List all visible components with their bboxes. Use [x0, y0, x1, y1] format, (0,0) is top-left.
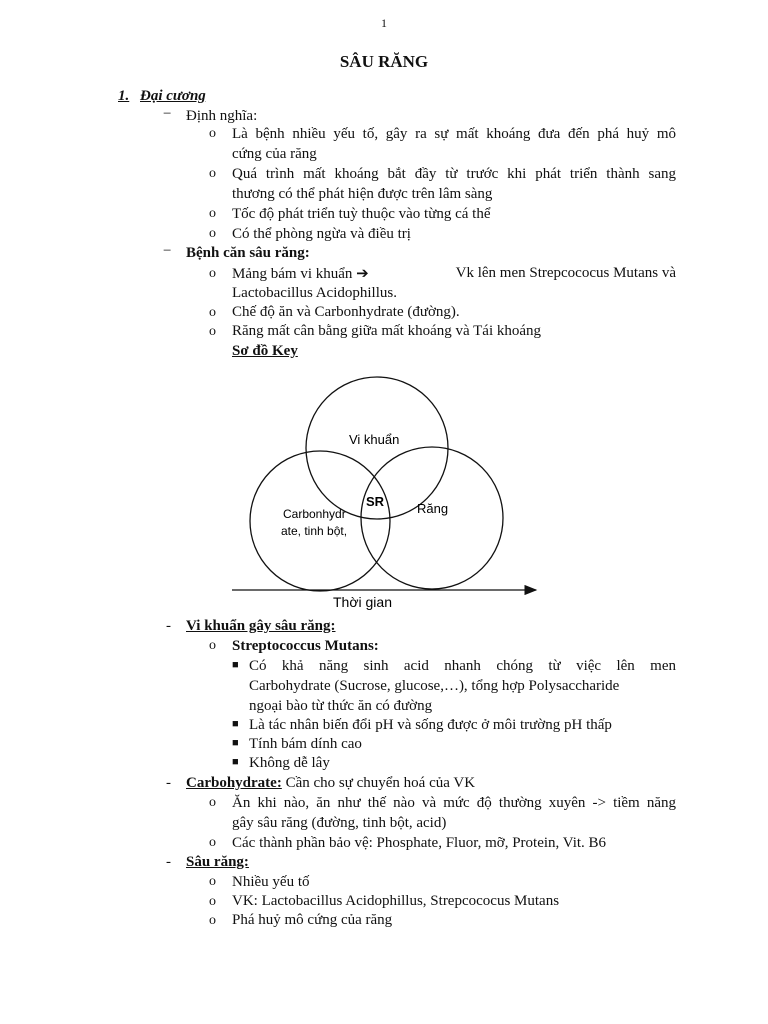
bacteria-bullet: Không dễ lây: [249, 755, 330, 771]
square-bullet: ■: [232, 718, 239, 730]
bacteria-bullet: Tính bám dính cao: [249, 736, 362, 752]
caries-item: Nhiều yếu tố: [232, 874, 310, 890]
circle-bullet: o: [209, 874, 216, 889]
label-carbohydrate-1: Carbonhydr: [283, 507, 346, 521]
caries-item: VK: Lactobacillus Acidophillus, Strepcococus Mutans: [232, 893, 560, 909]
carbohydrate-line: [186, 773, 475, 793]
etiology-label: Bệnh căn sâu răng:: [186, 245, 310, 261]
circle-bullet: o: [209, 913, 216, 928]
label-teeth: Răng: [417, 501, 449, 516]
circle-teeth: [361, 447, 503, 589]
circle-bullet: o: [209, 638, 216, 653]
definition-label: Định nghĩa:: [186, 108, 258, 124]
carbohydrate-text: Cần cho sự chuyển hoá của VK: [281, 775, 476, 791]
square-bullet: ■: [232, 737, 239, 749]
section-heading: Đại cương: [140, 88, 206, 104]
bacteria-bullet: ngoại bào từ thức ăn có đường: [249, 698, 433, 714]
hyphen-bullet: -: [166, 854, 171, 870]
square-bullet: ■: [232, 659, 239, 671]
etiology-item: Lactobacillus Acidophillus.: [232, 285, 397, 301]
square-bullet: ■: [232, 756, 239, 768]
bacteria-bullet: Carbohydrate (Sucrose, glucose,…), tổng hợp Polysaccharide: [249, 678, 620, 694]
circle-bullet: o: [209, 126, 216, 141]
dash-bullet: −: [163, 106, 172, 122]
section-number: 1.: [118, 88, 130, 104]
label-bacteria: Vi khuẩn: [349, 432, 400, 447]
carbohydrate-item: Ăn khi nào, ăn như thế nào và mức độ thường xuyên -> tiềm năng: [232, 795, 676, 811]
page-title: SÂU RĂNG: [339, 52, 429, 71]
circle-bullet: o: [209, 226, 216, 241]
etiology-item: Chế độ ăn và Carbonhydrate (đường).: [232, 304, 460, 320]
bacteria-bullet: Có khả năng sinh acid nhanh chóng từ việc lên men: [249, 658, 676, 674]
caries-item: Phá huỷ mô cứng của răng: [232, 912, 393, 928]
definition-item: thương có thể phát hiện được trên lâm sàng: [232, 186, 493, 202]
circle-bullet: o: [209, 305, 216, 320]
definition-item: Tốc độ phát triển tuỳ thuộc vào từng cá thể: [232, 206, 491, 222]
definition-item: Là bệnh nhiều yếu tố, gây ra sự mất khoáng đưa đến phá huỷ mô: [232, 126, 676, 142]
definition-item: Có thể phòng ngừa và điều trị: [232, 226, 411, 242]
definition-item: cứng của răng: [232, 146, 317, 162]
etiology-item: Mảng bám vi khuẩn ➔: [232, 264, 369, 282]
circle-bullet: o: [209, 266, 216, 281]
circle-bullet: o: [209, 835, 216, 850]
circle-bullet: o: [209, 166, 216, 181]
circle-bullet: o: [209, 894, 216, 909]
caries-heading: Sâu răng:: [186, 854, 249, 870]
circle-carbohydrate: [250, 451, 390, 591]
page-number: 1: [381, 16, 387, 30]
carbohydrate-item: gây sâu răng (đường, tinh bột, acid): [232, 815, 447, 831]
etiology-item-cont: Vk lên men Strepcococus Mutans và: [455, 265, 676, 281]
circle-bullet: o: [209, 795, 216, 810]
circle-bullet: o: [209, 206, 216, 221]
definition-item: Quá trình mất khoáng bắt đầy từ trước khi phát triển thành sang: [232, 166, 676, 182]
dash-bullet: −: [163, 243, 172, 259]
hyphen-bullet: -: [166, 618, 171, 634]
diagram-heading: Sơ đồ Key: [232, 343, 298, 359]
label-center: SR: [366, 494, 385, 509]
label-time: Thời gian: [333, 594, 392, 610]
carbohydrate-item: Các thành phần bảo vệ: Phosphate, Fluor, mỡ, Protein, Vit. B6: [232, 835, 607, 851]
bacteria-heading: Vi khuẩn gây sâu răng:: [186, 618, 336, 634]
bacteria-subheading: Streptococcus Mutans:: [232, 638, 379, 654]
arrow-right-icon: ➔: [356, 264, 369, 282]
hyphen-bullet: -: [166, 775, 171, 791]
bacteria-bullet: Là tác nhân biến đổi pH và sống được ở môi trường pH thấp: [249, 717, 612, 733]
circle-bullet: o: [209, 324, 216, 339]
label-carbohydrate-2: ate, tinh bột,: [281, 524, 348, 538]
etiology-item: Răng mất cân bằng giữa mất khoáng và Tái khoáng: [232, 323, 542, 339]
carbohydrate-heading: Carbohydrate:: [186, 775, 282, 791]
